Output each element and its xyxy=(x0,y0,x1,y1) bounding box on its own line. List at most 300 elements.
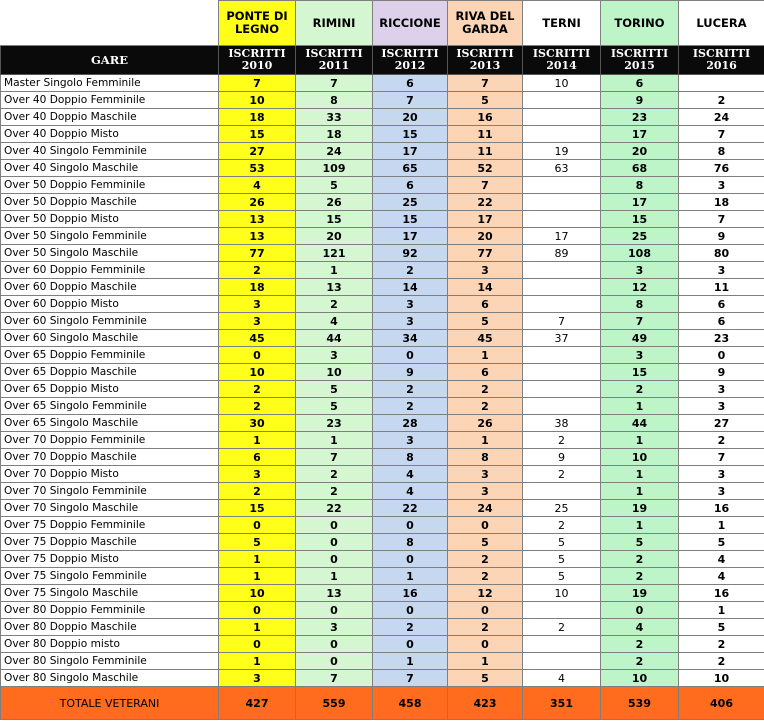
value-cell: 5 xyxy=(448,670,523,687)
total-row xyxy=(1,687,764,720)
value-cell xyxy=(523,109,601,126)
value-cell: 0 xyxy=(219,517,296,534)
gara-name-cell: Over 80 Singolo Femminile xyxy=(1,653,219,670)
value-cell: 4 xyxy=(219,177,296,194)
value-cell: 2 xyxy=(523,619,601,636)
value-cell: 24 xyxy=(679,109,764,126)
total-value: 406 xyxy=(679,687,764,720)
value-cell: 0 xyxy=(679,347,764,364)
value-cell: 2 xyxy=(601,653,679,670)
gara-name-cell: Over 65 Doppio Femminile xyxy=(1,347,219,364)
value-cell: 7 xyxy=(679,126,764,143)
table-row xyxy=(1,466,764,483)
value-cell: 44 xyxy=(296,330,373,347)
value-cell: 23 xyxy=(296,415,373,432)
value-cell: 6 xyxy=(679,296,764,313)
city-torino: TORINO xyxy=(601,1,679,46)
value-cell: 89 xyxy=(523,245,601,262)
value-cell: 5 xyxy=(523,568,601,585)
table-row xyxy=(1,517,764,534)
value-cell: 3 xyxy=(448,262,523,279)
value-cell: 1 xyxy=(601,483,679,500)
value-cell: 52 xyxy=(448,160,523,177)
city-riccione: RICCIONE xyxy=(373,1,448,46)
value-cell: 4 xyxy=(679,551,764,568)
value-cell: 2 xyxy=(601,381,679,398)
value-cell: 5 xyxy=(679,534,764,551)
value-cell: 13 xyxy=(219,228,296,245)
value-cell: 1 xyxy=(296,432,373,449)
value-cell: 34 xyxy=(373,330,448,347)
value-cell: 20 xyxy=(601,143,679,160)
total-label: TOTALE VETERANI xyxy=(1,687,219,720)
value-cell: 3 xyxy=(219,313,296,330)
value-cell: 0 xyxy=(219,602,296,619)
value-cell: 23 xyxy=(601,109,679,126)
value-cell: 2 xyxy=(296,483,373,500)
value-cell: 20 xyxy=(373,109,448,126)
table-row xyxy=(1,534,764,551)
value-cell: 24 xyxy=(448,500,523,517)
table-row xyxy=(1,398,764,415)
value-cell: 3 xyxy=(373,432,448,449)
gara-name-cell: Over 65 Singolo Maschile xyxy=(1,415,219,432)
value-cell: 0 xyxy=(373,636,448,653)
value-cell: 1 xyxy=(296,568,373,585)
value-cell: 108 xyxy=(601,245,679,262)
value-cell: 11 xyxy=(679,279,764,296)
value-cell: 12 xyxy=(601,279,679,296)
value-cell: 5 xyxy=(448,534,523,551)
value-cell: 16 xyxy=(679,500,764,517)
value-cell: 1 xyxy=(219,551,296,568)
table-row xyxy=(1,449,764,466)
table-row xyxy=(1,364,764,381)
value-cell: 15 xyxy=(373,126,448,143)
value-cell xyxy=(523,364,601,381)
value-cell xyxy=(523,653,601,670)
value-cell: 0 xyxy=(219,636,296,653)
value-cell: 77 xyxy=(448,245,523,262)
value-cell: 26 xyxy=(219,194,296,211)
value-cell: 10 xyxy=(523,585,601,602)
table-row xyxy=(1,636,764,653)
value-cell: 17 xyxy=(448,211,523,228)
value-cell: 16 xyxy=(679,585,764,602)
iscritti-2013-header: ISCRITTI 2013 xyxy=(448,46,523,75)
value-cell: 11 xyxy=(448,126,523,143)
table-row xyxy=(1,143,764,160)
value-cell: 26 xyxy=(448,415,523,432)
city-header-row xyxy=(1,1,764,46)
table-row xyxy=(1,211,764,228)
value-cell: 49 xyxy=(601,330,679,347)
value-cell: 37 xyxy=(523,330,601,347)
value-cell: 1 xyxy=(448,653,523,670)
iscritti-2015-header: ISCRITTI 2015 xyxy=(601,46,679,75)
value-cell: 15 xyxy=(219,500,296,517)
value-cell: 4 xyxy=(523,670,601,687)
table-row xyxy=(1,160,764,177)
gara-name-cell: Over 40 Doppio Femminile xyxy=(1,92,219,109)
value-cell: 7 xyxy=(296,449,373,466)
table-row xyxy=(1,279,764,296)
value-cell: 10 xyxy=(679,670,764,687)
value-cell: 5 xyxy=(448,313,523,330)
value-cell: 18 xyxy=(296,126,373,143)
gara-name-cell: Over 75 Doppio Maschile xyxy=(1,534,219,551)
total-value: 427 xyxy=(219,687,296,720)
value-cell: 10 xyxy=(219,92,296,109)
gara-name-cell: Master Singolo Femminile xyxy=(1,75,219,92)
value-cell xyxy=(523,602,601,619)
value-cell: 0 xyxy=(373,602,448,619)
value-cell: 3 xyxy=(679,398,764,415)
value-cell: 19 xyxy=(601,585,679,602)
value-cell: 92 xyxy=(373,245,448,262)
value-cell: 20 xyxy=(296,228,373,245)
city-terni: TERNI xyxy=(523,1,601,46)
city-riva-del-garda: RIVA DEL GARDA xyxy=(448,1,523,46)
value-cell: 13 xyxy=(219,211,296,228)
table-row xyxy=(1,381,764,398)
table-row xyxy=(1,228,764,245)
value-cell: 6 xyxy=(601,75,679,92)
value-cell: 25 xyxy=(373,194,448,211)
value-cell: 4 xyxy=(679,568,764,585)
value-cell: 7 xyxy=(679,211,764,228)
gara-name-cell: Over 70 Singolo Maschile xyxy=(1,500,219,517)
value-cell: 2 xyxy=(448,381,523,398)
value-cell: 5 xyxy=(296,398,373,415)
value-cell: 2 xyxy=(296,466,373,483)
city-rimini: RIMINI xyxy=(296,1,373,46)
value-cell: 15 xyxy=(296,211,373,228)
value-cell: 9 xyxy=(373,364,448,381)
table-row xyxy=(1,483,764,500)
value-cell xyxy=(523,126,601,143)
value-cell: 2 xyxy=(219,381,296,398)
value-cell xyxy=(523,211,601,228)
value-cell: 4 xyxy=(373,483,448,500)
gara-name-cell: Over 70 Doppio Maschile xyxy=(1,449,219,466)
value-cell: 10 xyxy=(219,585,296,602)
gara-name-cell: Over 40 Doppio Misto xyxy=(1,126,219,143)
value-cell: 7 xyxy=(679,449,764,466)
gara-name-cell: Over 80 Doppio Femminile xyxy=(1,602,219,619)
value-cell: 1 xyxy=(601,432,679,449)
value-cell: 7 xyxy=(219,75,296,92)
value-cell: 2 xyxy=(679,653,764,670)
table-row xyxy=(1,585,764,602)
value-cell: 25 xyxy=(601,228,679,245)
value-cell: 1 xyxy=(679,602,764,619)
iscritti-2012-header: ISCRITTI 2012 xyxy=(373,46,448,75)
value-cell: 0 xyxy=(373,347,448,364)
value-cell: 1 xyxy=(448,347,523,364)
total-value: 539 xyxy=(601,687,679,720)
table-row xyxy=(1,653,764,670)
value-cell: 6 xyxy=(448,296,523,313)
value-cell: 8 xyxy=(373,449,448,466)
value-cell: 1 xyxy=(601,466,679,483)
gara-name-cell: Over 75 Singolo Femminile xyxy=(1,568,219,585)
value-cell: 0 xyxy=(448,602,523,619)
value-cell: 3 xyxy=(679,483,764,500)
value-cell: 0 xyxy=(448,517,523,534)
value-cell xyxy=(523,296,601,313)
value-cell: 11 xyxy=(448,143,523,160)
total-value: 351 xyxy=(523,687,601,720)
value-cell xyxy=(523,279,601,296)
value-cell: 2 xyxy=(601,636,679,653)
value-cell: 0 xyxy=(296,636,373,653)
value-cell: 63 xyxy=(523,160,601,177)
value-cell: 5 xyxy=(523,551,601,568)
gara-name-cell: Over 60 Doppio Femminile xyxy=(1,262,219,279)
value-cell: 14 xyxy=(448,279,523,296)
value-cell: 1 xyxy=(219,432,296,449)
value-cell xyxy=(523,381,601,398)
value-cell xyxy=(523,92,601,109)
value-cell: 15 xyxy=(601,364,679,381)
total-value: 458 xyxy=(373,687,448,720)
value-cell: 9 xyxy=(601,92,679,109)
table-row xyxy=(1,568,764,585)
value-cell xyxy=(523,347,601,364)
value-cell: 5 xyxy=(601,534,679,551)
gara-name-cell: Over 60 Singolo Maschile xyxy=(1,330,219,347)
value-cell: 0 xyxy=(219,347,296,364)
value-cell: 2 xyxy=(373,262,448,279)
value-cell: 3 xyxy=(296,347,373,364)
gara-name-cell: Over 50 Singolo Femminile xyxy=(1,228,219,245)
value-cell: 45 xyxy=(219,330,296,347)
table-row xyxy=(1,245,764,262)
value-cell: 7 xyxy=(296,75,373,92)
value-cell: 3 xyxy=(448,466,523,483)
value-cell: 2 xyxy=(601,568,679,585)
total-value: 423 xyxy=(448,687,523,720)
value-cell: 18 xyxy=(219,109,296,126)
value-cell: 19 xyxy=(601,500,679,517)
value-cell: 3 xyxy=(679,381,764,398)
gara-name-cell: Over 75 Singolo Maschile xyxy=(1,585,219,602)
value-cell: 19 xyxy=(523,143,601,160)
value-cell: 27 xyxy=(219,143,296,160)
value-cell: 20 xyxy=(448,228,523,245)
value-cell: 3 xyxy=(601,262,679,279)
value-cell: 2 xyxy=(373,398,448,415)
value-cell: 9 xyxy=(523,449,601,466)
value-cell: 2 xyxy=(219,398,296,415)
value-cell: 8 xyxy=(373,534,448,551)
value-cell: 3 xyxy=(679,466,764,483)
value-cell: 4 xyxy=(296,313,373,330)
value-cell: 1 xyxy=(219,568,296,585)
value-cell: 17 xyxy=(523,228,601,245)
value-cell: 2 xyxy=(296,296,373,313)
table-row xyxy=(1,109,764,126)
year-header-row xyxy=(1,46,764,75)
value-cell: 15 xyxy=(601,211,679,228)
value-cell: 2 xyxy=(523,432,601,449)
gara-name-cell: Over 80 Doppio misto xyxy=(1,636,219,653)
value-cell: 22 xyxy=(373,500,448,517)
value-cell xyxy=(679,75,764,92)
value-cell: 3 xyxy=(373,313,448,330)
table-row xyxy=(1,330,764,347)
table-row xyxy=(1,551,764,568)
value-cell: 6 xyxy=(373,75,448,92)
table-row xyxy=(1,415,764,432)
table-row xyxy=(1,194,764,211)
value-cell: 109 xyxy=(296,160,373,177)
table-row xyxy=(1,75,764,92)
gara-name-cell: Over 65 Singolo Femminile xyxy=(1,398,219,415)
gara-name-cell: Over 50 Doppio Misto xyxy=(1,211,219,228)
value-cell: 2 xyxy=(448,398,523,415)
value-cell: 121 xyxy=(296,245,373,262)
table-row xyxy=(1,602,764,619)
value-cell: 2 xyxy=(448,568,523,585)
gara-name-cell: Over 60 Doppio Maschile xyxy=(1,279,219,296)
value-cell: 12 xyxy=(448,585,523,602)
city-ponte-di-legno: PONTE DI LEGNO xyxy=(219,1,296,46)
gara-name-cell: Over 40 Doppio Maschile xyxy=(1,109,219,126)
value-cell: 0 xyxy=(296,551,373,568)
value-cell: 5 xyxy=(219,534,296,551)
value-cell: 8 xyxy=(601,177,679,194)
value-cell: 7 xyxy=(373,670,448,687)
value-cell: 6 xyxy=(679,313,764,330)
value-cell: 1 xyxy=(373,653,448,670)
value-cell: 1 xyxy=(679,517,764,534)
table-row xyxy=(1,670,764,687)
value-cell: 1 xyxy=(601,517,679,534)
value-cell: 7 xyxy=(296,670,373,687)
gara-name-cell: Over 70 Singolo Femminile xyxy=(1,483,219,500)
value-cell: 13 xyxy=(296,585,373,602)
value-cell: 8 xyxy=(601,296,679,313)
value-cell: 0 xyxy=(601,602,679,619)
table-row xyxy=(1,347,764,364)
table-row xyxy=(1,500,764,517)
value-cell: 10 xyxy=(523,75,601,92)
value-cell: 1 xyxy=(219,619,296,636)
value-cell: 3 xyxy=(601,347,679,364)
value-cell: 38 xyxy=(523,415,601,432)
value-cell: 76 xyxy=(679,160,764,177)
value-cell: 0 xyxy=(448,636,523,653)
value-cell: 2 xyxy=(679,636,764,653)
gara-name-cell: Over 40 Singolo Maschile xyxy=(1,160,219,177)
value-cell: 1 xyxy=(601,398,679,415)
value-cell: 2 xyxy=(373,619,448,636)
value-cell: 18 xyxy=(679,194,764,211)
value-cell: 5 xyxy=(296,381,373,398)
value-cell: 0 xyxy=(373,517,448,534)
value-cell: 5 xyxy=(523,534,601,551)
value-cell: 10 xyxy=(296,364,373,381)
iscritti-2010-header: ISCRITTI 2010 xyxy=(219,46,296,75)
value-cell: 8 xyxy=(448,449,523,466)
value-cell: 3 xyxy=(219,466,296,483)
value-cell: 6 xyxy=(373,177,448,194)
table-row xyxy=(1,296,764,313)
gara-name-cell: Over 60 Doppio Misto xyxy=(1,296,219,313)
value-cell: 7 xyxy=(523,313,601,330)
value-cell: 4 xyxy=(601,619,679,636)
gara-name-cell: Over 80 Doppio Maschile xyxy=(1,619,219,636)
value-cell: 16 xyxy=(373,585,448,602)
city-lucera: LUCERA xyxy=(679,1,764,46)
corner-cell xyxy=(1,1,219,46)
value-cell: 1 xyxy=(219,653,296,670)
value-cell: 6 xyxy=(219,449,296,466)
value-cell: 7 xyxy=(448,177,523,194)
value-cell: 2 xyxy=(679,92,764,109)
value-cell: 53 xyxy=(219,160,296,177)
value-cell: 22 xyxy=(296,500,373,517)
value-cell: 5 xyxy=(679,619,764,636)
value-cell: 4 xyxy=(373,466,448,483)
value-cell: 1 xyxy=(296,262,373,279)
value-cell: 2 xyxy=(679,432,764,449)
gara-name-cell: Over 75 Doppio Misto xyxy=(1,551,219,568)
value-cell: 8 xyxy=(296,92,373,109)
value-cell: 77 xyxy=(219,245,296,262)
value-cell: 3 xyxy=(219,670,296,687)
value-cell: 13 xyxy=(296,279,373,296)
value-cell: 1 xyxy=(373,568,448,585)
table-row xyxy=(1,432,764,449)
value-cell: 2 xyxy=(448,551,523,568)
value-cell: 2 xyxy=(601,551,679,568)
value-cell: 5 xyxy=(448,92,523,109)
gara-name-cell: Over 70 Doppio Misto xyxy=(1,466,219,483)
value-cell: 0 xyxy=(373,551,448,568)
value-cell: 45 xyxy=(448,330,523,347)
gara-name-cell: Over 50 Singolo Maschile xyxy=(1,245,219,262)
value-cell: 14 xyxy=(373,279,448,296)
value-cell: 28 xyxy=(373,415,448,432)
table-row xyxy=(1,262,764,279)
value-cell xyxy=(523,483,601,500)
value-cell: 17 xyxy=(601,126,679,143)
value-cell: 24 xyxy=(296,143,373,160)
table-row xyxy=(1,177,764,194)
gara-name-cell: Over 80 Singolo Maschile xyxy=(1,670,219,687)
value-cell: 22 xyxy=(448,194,523,211)
value-cell xyxy=(523,194,601,211)
value-cell: 44 xyxy=(601,415,679,432)
value-cell: 17 xyxy=(373,143,448,160)
gare-header: GARE xyxy=(1,46,219,75)
value-cell: 0 xyxy=(296,602,373,619)
value-cell: 3 xyxy=(448,483,523,500)
gara-name-cell: Over 60 Singolo Femminile xyxy=(1,313,219,330)
gara-name-cell: Over 50 Doppio Femminile xyxy=(1,177,219,194)
value-cell xyxy=(523,177,601,194)
gara-name-cell: Over 70 Doppio Femminile xyxy=(1,432,219,449)
iscritti-2014-header: ISCRITTI 2014 xyxy=(523,46,601,75)
value-cell: 9 xyxy=(679,228,764,245)
value-cell: 16 xyxy=(448,109,523,126)
value-cell: 8 xyxy=(679,143,764,160)
value-cell: 9 xyxy=(679,364,764,381)
value-cell: 26 xyxy=(296,194,373,211)
